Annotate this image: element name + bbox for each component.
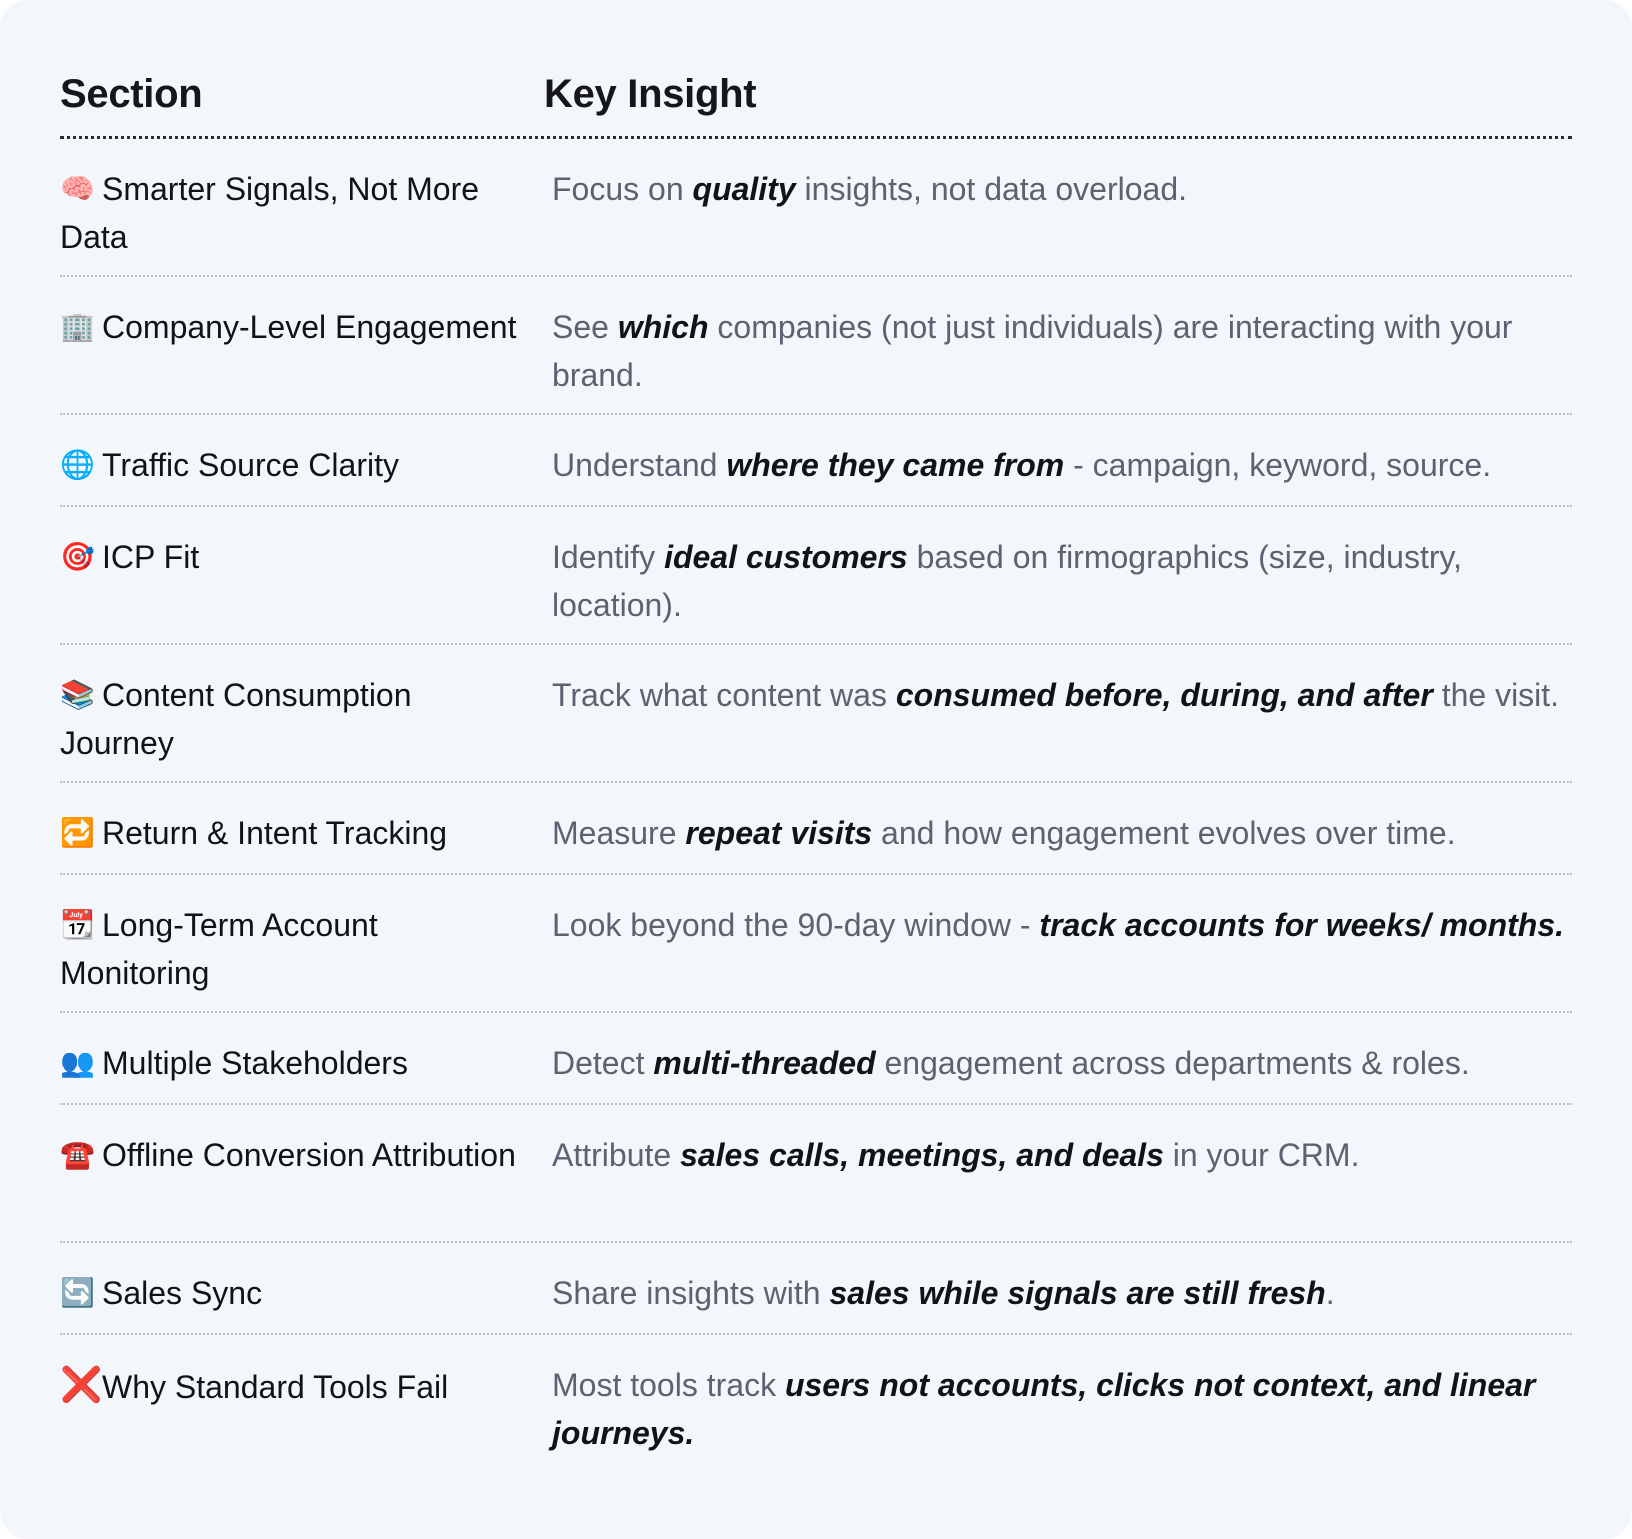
insight-text: Identify: [552, 539, 665, 575]
insight-text: Measure: [552, 815, 686, 851]
insight-emphasis: sales calls, meetings, and deals: [680, 1137, 1164, 1173]
table-row: [60, 645, 1572, 783]
row-section-label: Offline Conversion Attribution: [102, 1137, 516, 1173]
table-row: [60, 1243, 1572, 1335]
table-row: [60, 507, 1572, 645]
telephone-icon: ☎️: [60, 1138, 95, 1171]
repeat-icon: 🔁: [60, 816, 95, 849]
row-section-label: ICP Fit: [102, 539, 200, 575]
row-key-insight: [546, 1361, 1572, 1457]
row-section-label: Smarter Signals, Not More Data: [60, 171, 480, 255]
insight-emphasis: ideal customers: [664, 539, 908, 575]
row-section-label: Traffic Source Clarity: [102, 447, 399, 483]
insight-text: based on firmographics (size, industry, location).: [552, 539, 1463, 623]
header-section: Section: [60, 71, 203, 116]
insight-emphasis: repeat visits: [685, 815, 873, 851]
table-header: [60, 52, 1572, 139]
office-building-icon: 🏢: [60, 310, 95, 343]
table-row: [60, 139, 1572, 277]
insight-text: Detect: [552, 1045, 654, 1081]
table-row: [60, 1105, 1572, 1243]
insight-text: companies (not just individuals) are interacting with your brand.: [552, 309, 1513, 393]
row-section: [60, 1131, 546, 1179]
table-row: [60, 783, 1572, 875]
row-section: [60, 1361, 546, 1411]
insight-emphasis: which: [617, 309, 709, 345]
insight-text: .: [1325, 1275, 1335, 1311]
insight-text: Share insights with: [552, 1275, 830, 1311]
insight-emphasis: sales while signals are still fresh: [829, 1275, 1326, 1311]
row-section: [60, 671, 546, 767]
insight-emphasis: multi-threaded: [653, 1045, 876, 1081]
row-section: [60, 533, 546, 581]
row-section-label: Company-Level Engagement: [102, 309, 517, 345]
row-key-insight: [546, 1131, 1572, 1179]
books-icon: 📚: [60, 678, 95, 711]
sync-icon: 🔄: [60, 1276, 95, 1309]
insight-text: the visit.: [1432, 677, 1560, 713]
row-section-label: Return & Intent Tracking: [102, 815, 448, 851]
table-row: [60, 875, 1572, 1013]
insight-text: See: [552, 309, 618, 345]
table-row: [60, 1013, 1572, 1105]
row-key-insight: [546, 809, 1572, 857]
row-key-insight: [546, 441, 1572, 489]
header-key-insight: Key Insight: [544, 71, 757, 116]
insight-emphasis: track accounts for weeks/ months.: [1039, 907, 1565, 943]
row-key-insight: [546, 165, 1572, 213]
table-row: [60, 277, 1572, 415]
insight-text: and how engagement evolves over time.: [872, 815, 1456, 851]
globe-icon: 🌐: [60, 448, 95, 481]
insight-emphasis: quality: [692, 171, 796, 207]
insight-emphasis: where they came from: [726, 447, 1065, 483]
people-icon: 👥: [60, 1046, 95, 1079]
row-section-label: Long-Term Account Monitoring: [60, 907, 378, 991]
row-section-label: Multiple Stakeholders: [102, 1045, 408, 1081]
insight-text: Track what content was: [552, 677, 896, 713]
row-key-insight: [546, 1039, 1572, 1087]
row-section: [60, 165, 546, 261]
row-section: [60, 809, 546, 857]
insight-text: insights, not data overload.: [795, 171, 1187, 207]
row-key-insight: [546, 533, 1572, 629]
row-section: [60, 901, 546, 997]
row-key-insight: [546, 1269, 1572, 1317]
insight-emphasis: consumed before, during, and after: [895, 677, 1433, 713]
insight-text: Understand: [552, 447, 727, 483]
row-key-insight: [546, 303, 1572, 399]
row-section: [60, 1039, 546, 1087]
row-section: [60, 1269, 546, 1317]
table-row: [60, 415, 1572, 507]
table-body: [60, 139, 1572, 1465]
row-section-label: Why Standard Tools Fail: [102, 1369, 449, 1405]
row-section-label: Content Consumption Journey: [60, 677, 412, 761]
row-key-insight: [546, 901, 1572, 949]
insights-table: [60, 52, 1572, 1465]
insight-text: - campaign, keyword, source.: [1064, 447, 1492, 483]
insight-text: engagement across departments & roles.: [875, 1045, 1470, 1081]
row-section: [60, 441, 546, 489]
row-key-insight: [546, 671, 1572, 719]
insight-text: Most tools track: [552, 1367, 785, 1403]
insight-text: in your CRM.: [1163, 1137, 1360, 1173]
row-section: [60, 303, 546, 351]
brain-icon: 🧠: [60, 172, 95, 205]
table-row: [60, 1335, 1572, 1465]
cross-mark-icon: ❌: [60, 1365, 103, 1405]
insight-emphasis: users not accounts, clicks not context, and linear journeys.: [552, 1367, 1536, 1451]
insight-text: Focus on: [552, 171, 693, 207]
insight-text: Attribute: [552, 1137, 681, 1173]
target-icon: 🎯: [60, 540, 95, 573]
insight-text: Look beyond the 90-day window -: [552, 907, 1040, 943]
calendar-icon: 📆: [60, 908, 95, 941]
row-section-label: Sales Sync: [102, 1275, 263, 1311]
